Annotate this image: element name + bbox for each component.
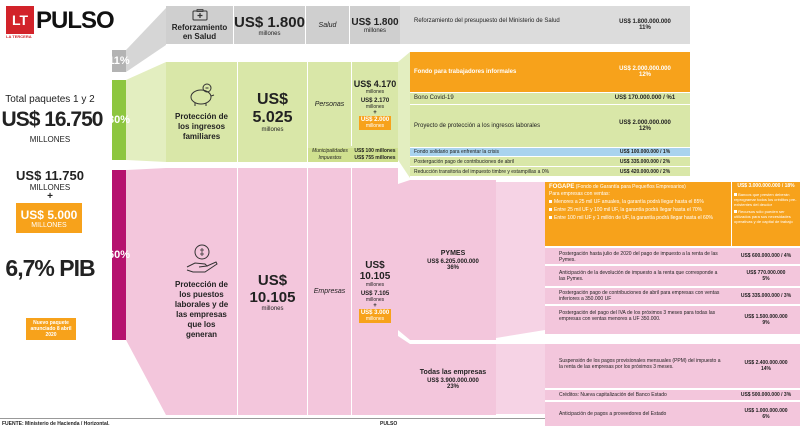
category-salud-unit: millones <box>258 30 281 37</box>
sub-personas-part-b-unit: millones <box>365 122 385 129</box>
category-empresas-amount-cell <box>238 168 308 415</box>
sub-personas-unit: millones <box>365 88 385 95</box>
fogape-side <box>732 182 800 246</box>
measure-todas-0-amount: US$ 2.400.000.000 <box>744 360 788 366</box>
total-unit: MILLONES <box>29 135 71 144</box>
amount-a: US$ 11.750 <box>16 168 84 183</box>
measure-todas-2-pct: 6% <box>762 414 770 420</box>
fogape-bullet-2-text: Entre 100 mil UF y 1 millón de UF, la garantía podrá llegar hasta el 60% <box>554 215 713 221</box>
measure-personas-2 <box>410 105 690 147</box>
health-kit-icon <box>192 9 208 21</box>
measure-personas-3 <box>410 148 690 156</box>
total-amount: US$ 16.750 <box>1 108 103 131</box>
group-todas-amount: US$ 3.900.000.000 <box>427 378 479 384</box>
group-pymes <box>410 180 496 340</box>
measure-pymes-1-desc: Anticipación de la devolución de impuesto a la renta que corresponde a las Pymes. <box>559 270 718 282</box>
measure-pymes-1-amount: US$ 770.000.000 <box>746 270 786 276</box>
sub-salud-unit: millones <box>363 27 386 34</box>
measure-salud-pct: 11% <box>639 25 651 31</box>
measure-personas-2-amount: US$ 2.000.000.000 <box>619 120 671 126</box>
fogape-note-0 <box>734 192 798 207</box>
fogape-bullet-0-text: Menores a 25 mil UF anuales, la garantía podrá llegar hasta el 85% <box>554 199 704 205</box>
measure-todas-1-desc: Créditos: Nueva capitalización del Banco Estado <box>559 392 667 398</box>
measure-todas-2 <box>545 402 800 426</box>
category-personas-beneficiary-cell <box>308 62 352 146</box>
measure-personas-1-amount: US$ 170.000.000 / %1 <box>614 95 676 101</box>
measure-pymes-3-desc: Postergación del pago del IVA de los próximos 3 meses para todas las empresas con ventas menores a UF 350.000. <box>559 310 716 322</box>
fogape-subtitle: (Fondo de Garantía para Pequeños Empresarios) <box>575 184 686 190</box>
brand-lt-badge <box>6 6 34 34</box>
pib-label: 6,7% PIB <box>5 255 95 281</box>
measure-pymes-3-amount-cell <box>732 306 800 334</box>
pct-bar-salud <box>108 50 130 72</box>
fogape-note-1-text: Recursos sólo pueden ser utilizados para sus necesidades operativas y de capital de trabajo <box>734 209 793 224</box>
category-salud-beneficiary: Salud <box>318 21 337 29</box>
piggy-bank-icon <box>187 82 217 108</box>
fogape-bullet-1-marker <box>549 208 552 211</box>
fogape-intro: Para empresas con ventas: <box>549 191 610 197</box>
total-label: Total paquetes 1 y 2 <box>5 94 95 105</box>
fogape-heading <box>549 184 727 190</box>
sub-personas-part-a-unit: millones <box>365 103 385 110</box>
municipalidades-amount: US$ 100 millones <box>354 148 396 154</box>
measure-todas-0-amount-cell <box>732 344 800 388</box>
fogape-note-0-marker <box>734 193 737 196</box>
measure-todas-0-pct: 14% <box>760 366 771 372</box>
measure-personas-5-desc: Reducción transitoria del impuesto timbre y estampillas a 0% <box>414 169 550 175</box>
connector-personas-right <box>398 52 410 178</box>
brand-sub: LA TERCERA <box>6 34 32 39</box>
impuestos-amount: US$ 755 millones <box>354 155 396 161</box>
hand-money-icon <box>185 243 219 275</box>
group-pymes-pct: 36% <box>446 264 459 271</box>
sub-salud-amount: US$ 1.800 <box>351 16 399 28</box>
footer-source: FUENTE: Ministerio de Hacienda / Horizontal. <box>2 421 110 427</box>
sub-salud-cell <box>350 6 400 44</box>
plus-sign: + <box>47 191 53 202</box>
fogape-bullet-1-text: Entre 25 mil UF y 100 mil UF, la garantía podrá llegar hasta el 70% <box>554 207 703 213</box>
measure-salud-desc: Reforzamiento del presupuesto del Ministerio de Salud <box>414 18 560 24</box>
fogape-main <box>545 182 731 246</box>
impuestos-label: Impuestos <box>318 155 342 161</box>
category-personas <box>166 62 398 162</box>
brand-lt: LT <box>11 12 29 28</box>
measure-personas-5-amount: US$ 420.000.000 / 2% <box>619 169 671 175</box>
brand-name: PULSO <box>36 7 114 34</box>
category-personas-title-cell <box>166 62 238 162</box>
connector-empresas-left <box>126 168 166 415</box>
measure-salud-row <box>410 6 690 44</box>
category-salud-amount: US$ 1.800 <box>234 13 305 31</box>
measure-personas-0 <box>410 52 690 92</box>
footer-rule <box>0 418 545 419</box>
sub-personas-cell <box>352 62 398 146</box>
amount-b: US$ 5.000 <box>20 207 78 222</box>
sub-empresas-cell <box>352 168 398 415</box>
measure-pymes-2 <box>545 288 800 304</box>
amount-a-unit: MILLONES <box>29 183 71 192</box>
measure-personas-1-desc: Bono Covid-19 <box>414 95 454 101</box>
category-empresas-unit: millones <box>261 305 284 312</box>
group-pymes-title: PYMES <box>440 249 466 257</box>
sub-empresas-part-b-box <box>359 309 391 323</box>
measure-pymes-1-pct: 5% <box>762 276 770 282</box>
category-personas-beneficiary: Personas <box>314 100 345 108</box>
measure-personas-0-amount-cell <box>600 52 690 92</box>
measure-personas-3-amount: US$ 100.000.000 / 1% <box>619 149 671 155</box>
measure-pymes-0-amount: US$ 600.000.000 / 4% <box>740 253 792 259</box>
pct-bar-personas-label: 30% <box>107 114 131 126</box>
category-personas-amount: US$ 5.025 <box>252 91 293 126</box>
sub-personas-part-b: US$ 2.000 <box>360 116 390 123</box>
sub-personas-plus: + <box>373 109 377 116</box>
municipalidades-row <box>308 148 398 155</box>
measure-personas-2-desc: Proyecto de protección a los ingresos laborales <box>414 123 541 129</box>
category-personas-amount-cell <box>238 62 308 162</box>
amount-b-box <box>16 203 82 233</box>
measure-todas-1-amount: US$ 500.000.000 / 3% <box>740 392 792 398</box>
measure-personas-2-pct: 12% <box>638 126 651 132</box>
connector-todas-right <box>398 336 410 415</box>
pct-bar-salud-label: 11% <box>108 55 130 67</box>
connector-salud-right <box>400 6 410 44</box>
measure-personas-1 <box>410 93 690 104</box>
measure-personas-4 <box>410 157 690 166</box>
municipalidades-label: Municipalidades <box>312 148 348 154</box>
group-todas-title: Todas las empresas <box>419 369 487 376</box>
pct-bar-empresas-label: 60% <box>107 249 131 261</box>
group-pymes-amount: US$ 6.205.000.000 <box>427 258 479 265</box>
category-personas-unit: millones <box>261 127 284 133</box>
measure-pymes-0-desc: Postergación hasta julio de 2020 del pago de impuesto a la renta de las Pymes. <box>559 251 718 263</box>
fogape-note-1 <box>734 209 798 224</box>
measure-salud-amount-cell <box>600 6 690 44</box>
fogape-block <box>545 182 800 246</box>
measure-todas-0 <box>545 344 800 388</box>
measure-todas-0-desc: Suspensión de los pagos provisionales mensuales (PPM) del impuesto a la renta de las empresas por los próximos 3 meses. <box>559 358 721 370</box>
amount-b-unit: MILLONES <box>31 221 67 229</box>
fogape-bullet-0-marker <box>549 200 552 203</box>
category-empresas-beneficiary: Empresas <box>313 288 346 295</box>
fogape-amount: US$ 3.000.000.000 / 18% <box>737 183 795 189</box>
measure-pymes-2-desc: Postergación pago de contribuciones de abril para empresas con ventas inferiores a 350.000 UF <box>559 290 720 302</box>
measure-todas-2-amount: US$ 1.000.000.000 <box>744 408 788 414</box>
fogape-title: FOGAPE <box>549 184 575 190</box>
sub-empresas-part-a: US$ 7.105 <box>360 291 390 297</box>
connector-pymes-out <box>496 182 545 338</box>
category-empresas-amount: US$ 10.105 <box>249 271 296 306</box>
measure-personas-4-desc: Postergación pago de contribuciones de abril <box>414 159 515 165</box>
category-empresas-beneficiary-cell <box>308 168 352 415</box>
pct-bar-personas <box>107 80 131 160</box>
measure-personas-0-amount: US$ 2.000.000.000 <box>619 66 671 72</box>
sub-empresas-amount: US$ 10.105 <box>359 260 391 282</box>
impuestos-row <box>308 155 398 162</box>
connector-pymes-right <box>398 180 410 340</box>
measure-pymes-3-amount: US$ 1.500.000.000 <box>744 314 788 320</box>
brand-logo <box>6 6 114 40</box>
connector-todas-out <box>496 344 545 414</box>
category-empresas-title: Protección de los puestos laborales y de las empresas que los generan <box>174 280 229 339</box>
sub-empresas-part-b-unit: millones <box>365 316 385 322</box>
measure-personas-0-pct: 12% <box>638 72 651 78</box>
fogape-bullet-1 <box>549 207 727 213</box>
fogape-bullet-2 <box>549 215 727 221</box>
category-salud <box>166 6 400 44</box>
measure-salud-amount: US$ 1.800.000.000 <box>619 19 671 25</box>
category-empresas <box>166 168 398 415</box>
fogape-bullet-2-marker <box>549 216 552 219</box>
measure-personas-3-desc: Fondo solidario para enfrentar la crisis <box>414 149 500 155</box>
measure-pymes-1-amount-cell <box>732 266 800 286</box>
sub-empresas-part-a-unit: millones <box>365 297 385 303</box>
new-package-note: Nuevo paquete anunciado 8 abril 2020 <box>26 318 76 340</box>
measure-pymes-3-pct: 9% <box>762 320 770 326</box>
sub-empresas-unit: millones <box>365 282 385 288</box>
category-salud-title: Reforzamiento en Salud <box>171 23 228 41</box>
measure-todas-1 <box>545 390 800 400</box>
sub-personas-part-a: US$ 2.170 <box>360 97 390 104</box>
sub-personas-part-b-box <box>359 116 391 130</box>
fogape-note-0-text: Bancos que presten deberán reprogramar todos los créditos pre-existentes del deudor <box>734 192 797 207</box>
measure-personas-2-amount-cell <box>600 105 690 147</box>
measure-pymes-2-amount: US$ 335.000.000 / 3% <box>740 293 792 299</box>
measure-personas-4-amount: US$ 335.000.000 / 2% <box>619 159 671 165</box>
connector-personas-left <box>126 62 166 162</box>
sub-empresas-part-b: US$ 3.000 <box>360 310 390 316</box>
group-todas-pct: 23% <box>446 384 459 390</box>
category-salud-title-cell <box>166 6 234 44</box>
measure-personas-5 <box>410 167 690 176</box>
measure-pymes-3 <box>545 306 800 334</box>
group-todas <box>410 344 496 415</box>
fogape-bullet-0 <box>549 199 727 205</box>
measure-todas-2-desc: Anticipación de pagos a proveedores del Estado <box>559 411 667 417</box>
measure-personas-0-desc: Fondo para trabajadores informales <box>414 69 517 75</box>
measure-todas-2-amount-cell <box>732 402 800 426</box>
sub-personas-amount: US$ 4.170 <box>353 78 397 89</box>
category-salud-amount-cell <box>234 6 306 44</box>
sub-empresas-plus: + <box>373 303 377 309</box>
pct-bar-empresas <box>107 170 131 340</box>
measure-pymes-0 <box>545 248 800 264</box>
category-salud-beneficiary-cell <box>306 6 350 44</box>
footer-brand: PULSO <box>380 421 398 427</box>
fogape-note-1-marker <box>734 210 737 213</box>
category-personas-title: Protección de los ingresos familiares <box>175 112 228 141</box>
measure-pymes-1 <box>545 266 800 286</box>
connector-salud-left <box>126 8 166 72</box>
category-empresas-title-cell <box>166 168 238 415</box>
